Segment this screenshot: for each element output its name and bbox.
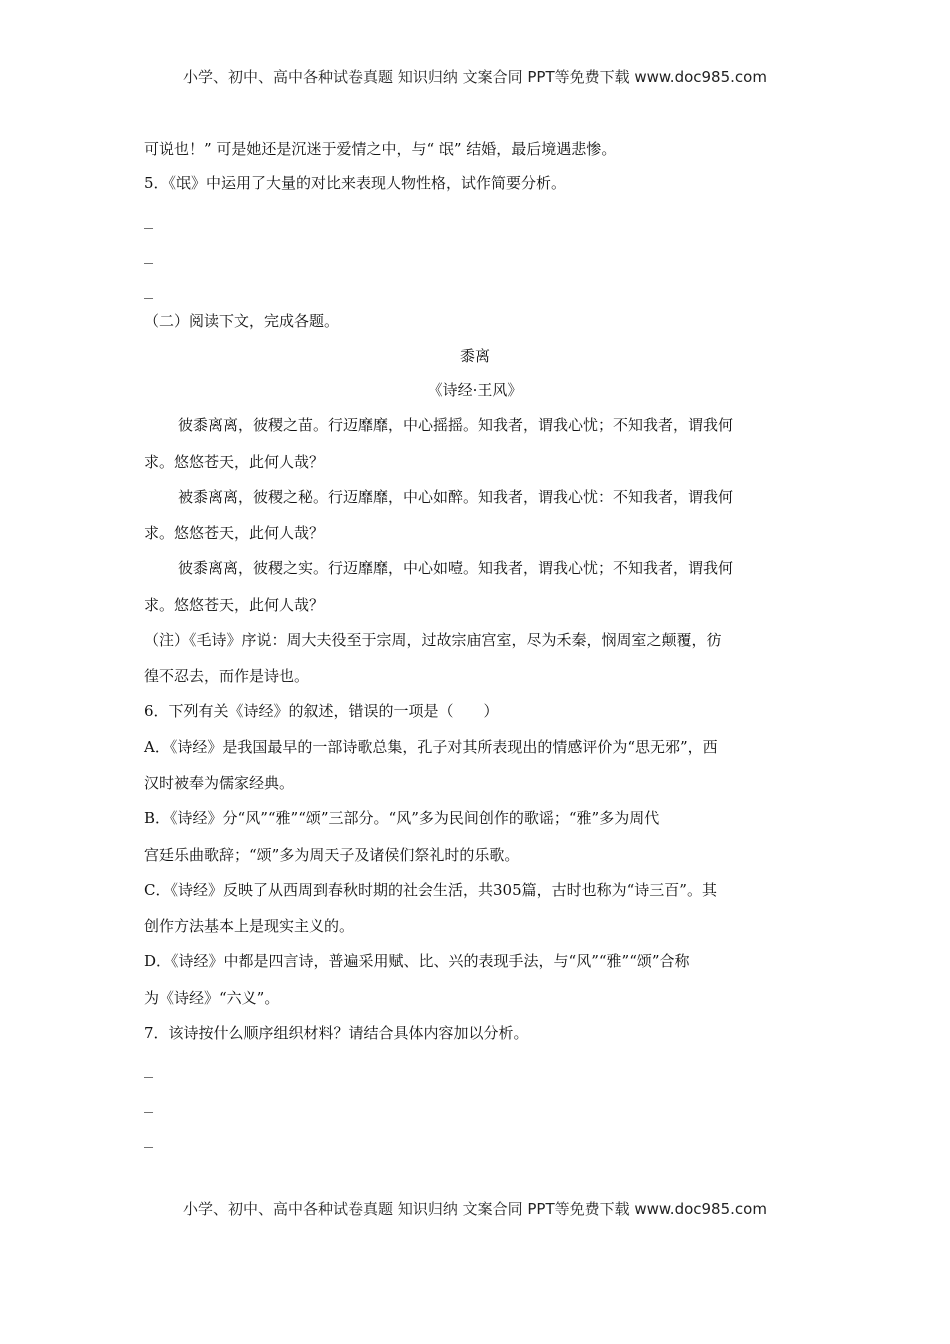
page-header: 小学、初中、高中各种试卷真题 知识归纳 文案合同 PPT等免费下载 www.doc985.com bbox=[183, 68, 767, 86]
option-b: 宫廷乐曲歌辞；“颂”多为周天子及诸侯们祭礼时的乐歌。 bbox=[144, 846, 520, 864]
poem-source: 《诗经·王风》 bbox=[427, 381, 523, 399]
poem-note: （注）《毛诗》序说：周大夫役至于宗周，过故宗庙宫室，尽为禾秦，悯周室之颠覆，彷 bbox=[144, 631, 722, 649]
option-d: D．《诗经》中都是四言诗，普遍采用赋、比、兴的表现手法，与“风”“雅”“颂”合称 bbox=[144, 952, 690, 970]
answer-blank: _ bbox=[144, 1095, 154, 1113]
poem-title: 黍离 bbox=[459, 347, 490, 365]
poem-stanza-line: 彼黍离离，彼稷之实。行迈靡靡，中心如噎。知我者，谓我心忧；不知我者，谓我何 bbox=[178, 559, 734, 577]
poem-note: 徨不忍去，而作是诗也。 bbox=[144, 667, 310, 685]
page-footer: 小学、初中、高中各种试卷真题 知识归纳 文案合同 PPT等免费下载 www.doc985.com bbox=[183, 1200, 767, 1218]
answer-blank: _ bbox=[144, 211, 154, 229]
passage-line: 可说也！” 可是她还是沉迷于爱情之中，与“ 氓” 结婚，最后境遇悲惨。 bbox=[144, 140, 617, 158]
option-b: B．《诗经》分“风”“雅”“颂”三部分。“风”多为民间创作的歌谣；“雅”多为周代 bbox=[144, 809, 660, 827]
section-heading: （二）阅读下文，完成各题。 bbox=[144, 312, 340, 330]
option-c: C．《诗经》反映了从西周到春秋时期的社会生活，共305篇，古时也称为“诗三百”。其 bbox=[144, 881, 717, 899]
poem-stanza-line: 彼黍离离，彼稷之苗。行迈靡靡，中心摇摇。知我者，谓我心忧；不知我者，谓我何 bbox=[178, 416, 734, 434]
answer-blank: _ bbox=[144, 1130, 154, 1148]
option-d: 为《诗经》“六义”。 bbox=[144, 989, 280, 1007]
question-6: 6．下列有关《诗经》的叙述，错误的一项是（ ） bbox=[144, 702, 499, 720]
option-a: A．《诗经》是我国最早的一部诗歌总集，孔子对其所表现出的情感评价为“思无邪”，西 bbox=[144, 738, 718, 756]
poem-stanza-line: 求。悠悠苍天，此何人哉？ bbox=[144, 453, 325, 471]
poem-stanza-line: 求。悠悠苍天，此何人哉？ bbox=[144, 596, 325, 614]
question-5: 5．《氓》中运用了大量的对比来表现人物性格，试作简要分析。 bbox=[144, 174, 567, 192]
option-a: 汉时被奉为儒家经典。 bbox=[144, 774, 295, 792]
question-7: 7．该诗按什么顺序组织材料？请结合具体内容加以分析。 bbox=[144, 1024, 529, 1042]
answer-blank: _ bbox=[144, 281, 154, 299]
poem-stanza-line: 求。悠悠苍天，此何人哉？ bbox=[144, 524, 325, 542]
answer-blank: _ bbox=[144, 246, 154, 264]
answer-blank: _ bbox=[144, 1060, 154, 1078]
poem-stanza-line: 被黍离离，彼稷之秘。行迈靡靡，中心如醉。知我者，谓我心忧：不知我者，谓我何 bbox=[178, 488, 734, 506]
option-c: 创作方法基本上是现实主义的。 bbox=[144, 917, 355, 935]
